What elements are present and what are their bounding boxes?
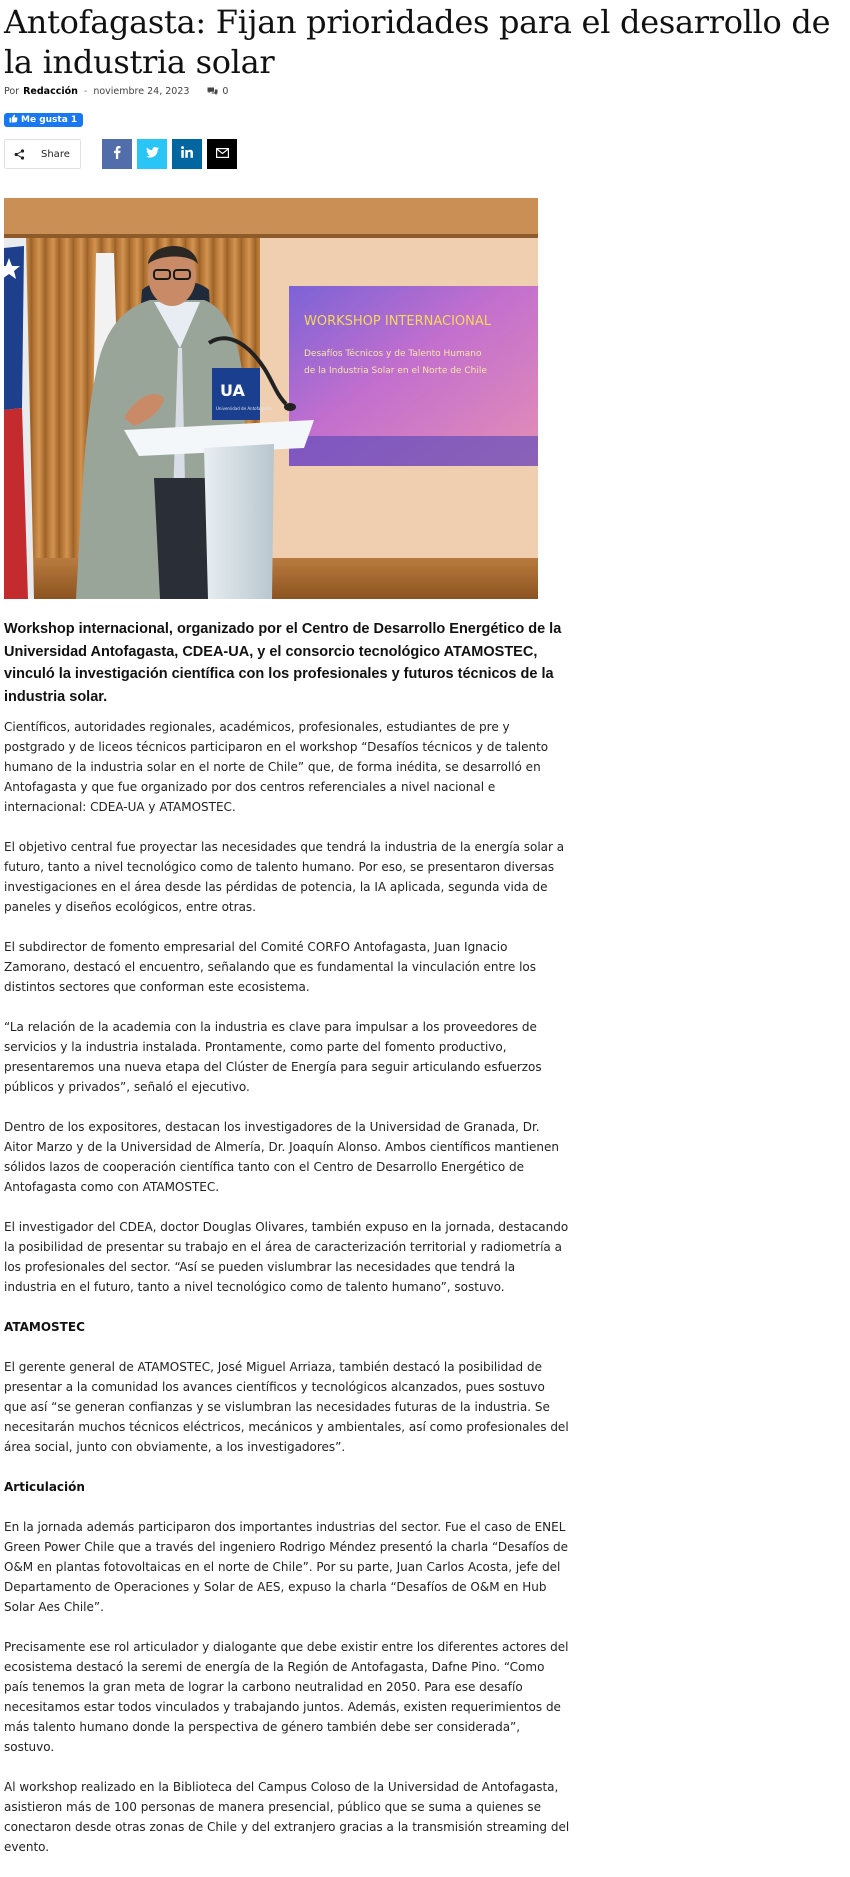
twitter-icon <box>146 147 159 162</box>
comments-link[interactable] <box>207 86 228 97</box>
email-share-button[interactable] <box>207 139 237 169</box>
author-link[interactable]: Redacción <box>23 86 78 97</box>
publish-date: noviembre 24, 2023 <box>93 86 190 97</box>
paragraph: El objetivo central fue proyectar las necesidades que tendrá la industria de la energía solar a futuro, tanto a nivel tecnológico como de talento humano. Por eso, se presentaron diversas investigaciones en el área desde las pérdidas de potencia, la IA aplicada, segunda vida de paneles y diseños ecológicos, entre otras. <box>4 840 565 914</box>
slide-title: WORKSHOP INTERNACIONAL <box>304 314 492 329</box>
comments-icon <box>207 87 218 96</box>
article-lead: Workshop internacional, organizado por el Centro de Desarrollo Energético de la Universidad Antofagasta, CDEA-UA, y el consorcio tecnológico ATAMOSTEC, vinculó la investigación científica con los profesionales y futuros técnicos de la industria solar. <box>4 621 562 706</box>
paragraph: El gerente general de ATAMOSTEC, José Miguel Arriaza, también destacó la posibilidad de presentar a la comunidad los avances científicos y tecnológicos alcanzados, pues sostuvo que así “se generan confianzas y se vislumbran las necesidades futuras de la industria. Se necesitarán muchos técnicos eléctricos, mecánicos y ambientales, así como profesionales del área social, junto con obviamente, a los investigadores”. <box>4 1360 569 1454</box>
twitter-share-button[interactable] <box>137 139 167 169</box>
page-title: Antofagasta: Fijan prioridades para el desarrollo de la industria solar <box>4 3 831 81</box>
paragraph: “La relación de la academia con la industria es clave para impulsar a los proveedores de servicios y la industria instalada. Prontamente, como parte del fomento productivo, presentaremos una nueva etapa del Clúster de Energía para seguir articulando esfuerzos públicos y privados”, señaló el ejecutivo. <box>4 1020 542 1094</box>
facebook-like-button[interactable] <box>4 113 83 127</box>
linkedin-icon <box>181 146 193 162</box>
envelope-icon <box>216 147 229 162</box>
paragraph: El subdirector de fomento empresarial del Comité CORFO Antofagasta, Juan Ignacio Zamorano, destacó el encuentro, señalando que es fundamental la vinculación entre los distintos sectores que conforman este ecosistema. <box>4 940 537 994</box>
slide-subtitle-1: Desafíos Técnicos y de Talento Humano <box>304 349 482 359</box>
section-heading-atamostec: ATAMOSTEC <box>4 1320 85 1334</box>
by-label: Por <box>4 86 20 97</box>
article-meta <box>4 86 228 97</box>
share-button[interactable] <box>4 139 81 169</box>
like-label: Me gusta 1 <box>21 115 78 125</box>
meta-separator: - <box>83 86 88 97</box>
paragraph: Al workshop realizado en la Biblioteca del Campus Coloso de la Universidad de Antofagasta, asistieron más de 100 personas de manera presencial, público que se suma a quienes se conectaron desde otras zonas de Chile y del extranjero gracias a la transmisión streaming del evento. <box>4 1780 570 1854</box>
comments-count: 0 <box>222 86 229 97</box>
linkedin-share-button[interactable] <box>172 139 202 169</box>
podium-subtext: Universidad de Antofagasta <box>216 406 272 411</box>
featured-image <box>4 198 538 599</box>
article-body <box>4 717 570 1877</box>
thumbs-up-icon <box>9 114 18 126</box>
paragraph: Dentro de los expositores, destacan los investigadores de la Universidad de Granada, Dr. Aitor Marzo y de la Universidad de Almería, Dr. Joaquín Alonso. Ambos científicos mantienen sólidos lazos de cooperación científica tanto con el Centro de Desarrollo Energético de Antofagasta como con ATAMOSTEC. <box>4 1120 559 1194</box>
section-heading-articulacion: Articulación <box>4 1480 85 1494</box>
paragraph: Precisamente ese rol articulador y dialogante que debe existir entre los diferentes actores del ecosistema destacó la seremi de energía de la Región de Antofagasta, Dafne Pino. “Como país tenemos la gran meta de lograr la carbono neutralidad en 2050. Para ese desafío necesitamos estar todos vinculados y trabajando juntos. Además, existen requerimientos de más talento humano donde la perspectiva de género también debe ser considerada”, sostuvo. <box>4 1640 569 1754</box>
facebook-share-button[interactable] <box>102 139 132 169</box>
paragraph: Científicos, autoridades regionales, académicos, profesionales, estudiantes de pre y postgrado y de liceos técnicos participaron en el workshop “Desafíos técnicos y de talento humano de la industria solar en el norte de Chile” que, de forma inédita, se desarrolló en Antofagasta y que fue organizado por dos centros referenciales a nivel nacional e internacional: CDEA-UA y ATAMOSTEC. <box>4 720 549 814</box>
share-icon <box>5 149 33 160</box>
share-label: Share <box>41 148 70 160</box>
paragraph: El investigador del CDEA, doctor Douglas Olivares, también expuso en la jornada, destacando la posibilidad de presentar su trabajo en el área de caracterización territorial y radiometría a los profesionales del sector. “Así se pueden vislumbrar las necesidades que tendrá la industria en el futuro, tanto a nivel tecnológico como de talento humano”, sostuvo. <box>4 1220 569 1294</box>
podium-logo: UA <box>220 381 245 400</box>
speaker-photo <box>4 198 538 599</box>
facebook-icon <box>113 146 121 163</box>
slide-subtitle-2: de la Industria Solar en el Norte de Chile <box>304 366 487 376</box>
share-bar <box>4 139 237 169</box>
paragraph: En la jornada además participaron dos importantes industrias del sector. Fue el caso de ENEL Green Power Chile que a través del ingeniero Rodrigo Méndez presentó la charla “Desafíos de O&M en plantas fotovoltaicas en el norte de Chile”. Por su parte, Juan Carlos Acosta, jefe del Departamento de Operaciones y Solar de AES, expuso la charla “Desafíos de O&M en Hub Solar Aes Chile”. <box>4 1520 569 1614</box>
